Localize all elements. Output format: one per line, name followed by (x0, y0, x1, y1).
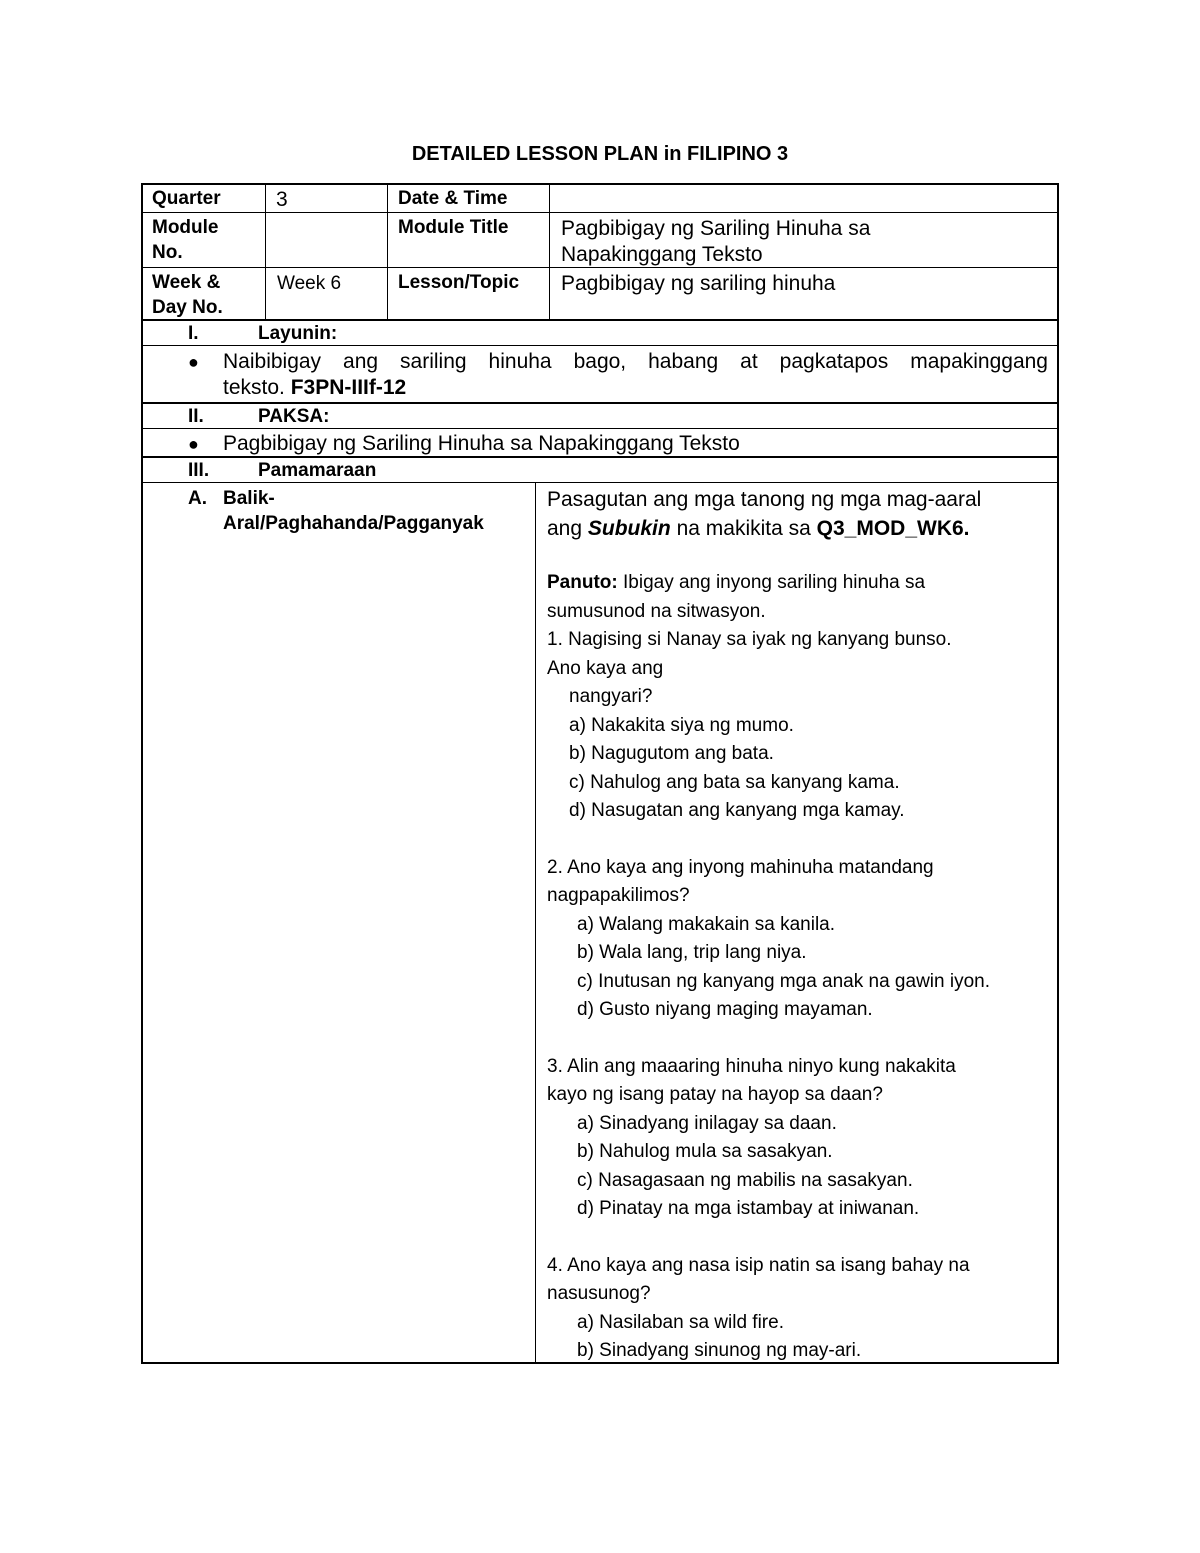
week-day-label-line-1: Week & (152, 272, 221, 293)
table-border-row8 (141, 482, 1059, 483)
table-col-divider-3 (549, 183, 550, 320)
question-4-line-2: nasusunog? (547, 1283, 651, 1304)
table-col-divider-steps (535, 482, 536, 1363)
question-2-choice-d: d) Gusto niyang maging mayaman. (577, 999, 873, 1020)
question-3-line-2: kayo ng isang patay na hayop sa daan? (547, 1084, 883, 1105)
panuto-line-1 (547, 569, 1052, 598)
layunin-objective (223, 349, 1048, 401)
spacer (547, 1224, 1052, 1252)
section-label: Pamamaraan (258, 460, 377, 481)
paksa-topic: Pagbibigay ng Sariling Hinuha sa Napakinggang Teksto (223, 432, 740, 455)
date-time-label: Date & Time (398, 188, 508, 209)
week-day-value: Week 6 (277, 273, 342, 294)
week-day-label (152, 270, 223, 320)
question-4-choice-a: a) Nasilaban sa wild fire. (577, 1311, 784, 1333)
lesson-topic-value: Pagbibigay ng sariling hinuha (561, 272, 836, 295)
section-pamamaraan-heading (188, 460, 376, 482)
table-border-row5 (141, 402, 1059, 404)
spacer (547, 543, 1052, 569)
section-label: Layunin: (258, 323, 338, 344)
layunin-line-2 (223, 375, 1048, 401)
module-no-label-line-2: No. (152, 242, 183, 263)
section-number: III. (188, 460, 210, 481)
question-2-choice-b: b) Wala lang, trip lang niya. (577, 942, 807, 963)
table-col-divider-1 (265, 183, 266, 320)
table-border-right (1057, 183, 1059, 1364)
question-3-choice-b: b) Nahulog mula sa sasakyan. (577, 1141, 833, 1162)
lead-line-1: Pasagutan ang mga tanong ng mga mag-aaral (547, 488, 982, 511)
quarter-value: 3 (276, 188, 288, 211)
table-col-divider-2 (387, 183, 388, 320)
bullet-icon: ● (188, 434, 199, 454)
question-4-line-1: 4. Ano kaya ang nasa isip natin sa isang bahay na (547, 1254, 970, 1276)
spacer (547, 826, 1052, 854)
spacer (547, 1025, 1052, 1053)
question-1-choice-a: a) Nakakita siya ng mumo. (569, 714, 794, 736)
question-2-line-2: nagpapakilimos? (547, 885, 690, 906)
question-1-choice-b: b) Nagugutom ang bata. (569, 743, 774, 764)
layunin-line-1: Naibibigay ang sariling hinuha bago, habang at pagkatapos mapakinggang (223, 350, 1048, 373)
question-2-choice-c: c) Inutusan ng kanyang mga anak na gawin iyon. (577, 970, 990, 992)
lead-line-2 (547, 514, 1052, 543)
table-border-top (141, 183, 1059, 185)
question-3-choice-a: a) Sinadyang inilagay sa daan. (577, 1112, 837, 1134)
panuto-text: Ibigay ang inyong sariling hinuha sa (623, 572, 926, 593)
lead-text-ang: ang (547, 517, 583, 540)
section-number: II. (188, 406, 204, 427)
module-no-label-line-1: Module (152, 217, 219, 238)
question-1-line-1: 1. Nagising si Nanay sa iyak ng kanyang bunso. (547, 629, 952, 650)
section-number: I. (188, 323, 199, 344)
module-title-line-1: Pagbibigay ng Sariling Hinuha sa (561, 217, 871, 240)
question-4-choice-b: b) Sinadyang sinunog ng may-ari. (577, 1340, 862, 1361)
panuto-line-2: sumusunod na sitwasyon. (547, 600, 766, 622)
table-border-left (141, 183, 143, 1364)
module-title-value (561, 216, 870, 268)
step-a-content (547, 485, 1052, 1366)
question-1-line-2: Ano kaya ang (547, 657, 664, 679)
question-3-line-1: 3. Alin ang maaaring hinuha ninyo kung nakakita (547, 1055, 956, 1077)
section-layunin-heading (188, 323, 337, 345)
lesson-topic-label: Lesson/Topic (398, 272, 520, 293)
subukin-text: Subukin (587, 517, 671, 540)
table-border-row3 (141, 319, 1059, 321)
module-code: Q3_MOD_WK6. (816, 517, 970, 540)
module-title-line-2: Napakinggang Teksto (561, 243, 763, 266)
layunin-line-2-text: teksto. (223, 376, 285, 399)
bullet-icon: ● (188, 352, 199, 372)
section-paksa-heading (188, 406, 329, 428)
week-day-label-line-2: Day No. (152, 297, 223, 318)
document-title: DETAILED LESSON PLAN in FILIPINO 3 (411, 143, 789, 165)
section-label: PAKSA: (258, 406, 330, 427)
step-a-letter: A. (188, 488, 207, 509)
step-a-label-line-1: Balik- (223, 488, 275, 509)
step-a-label (223, 486, 484, 536)
question-2-line-1: 2. Ano kaya ang inyong mahinuha matandang (547, 856, 934, 878)
competency-code: F3PN-IIIf-12 (290, 376, 407, 399)
panuto-label: Panuto: (547, 572, 618, 593)
table-border-row4 (141, 345, 1059, 346)
quarter-label: Quarter (152, 188, 221, 209)
question-3-choice-c: c) Nasagasaan ng mabilis na sasakyan. (577, 1169, 913, 1191)
question-1-choice-d: d) Nasugatan ang kanyang mga kamay. (569, 800, 905, 821)
table-border-row6 (141, 428, 1059, 429)
step-a-label-line-2: Aral/Paghahanda/Pagganyak (223, 513, 484, 534)
question-1-choice-c: c) Nahulog ang bata sa kanyang kama. (569, 771, 900, 793)
lead-text-middle: na makikita sa (676, 517, 811, 540)
module-title-label: Module Title (398, 217, 509, 238)
question-1-line-3: nangyari? (569, 686, 653, 707)
question-2-choice-a: a) Walang makakain sa kanila. (577, 913, 836, 935)
question-3-choice-d: d) Pinatay na mga istambay at iniwanan. (577, 1198, 920, 1219)
module-no-label (152, 215, 219, 265)
